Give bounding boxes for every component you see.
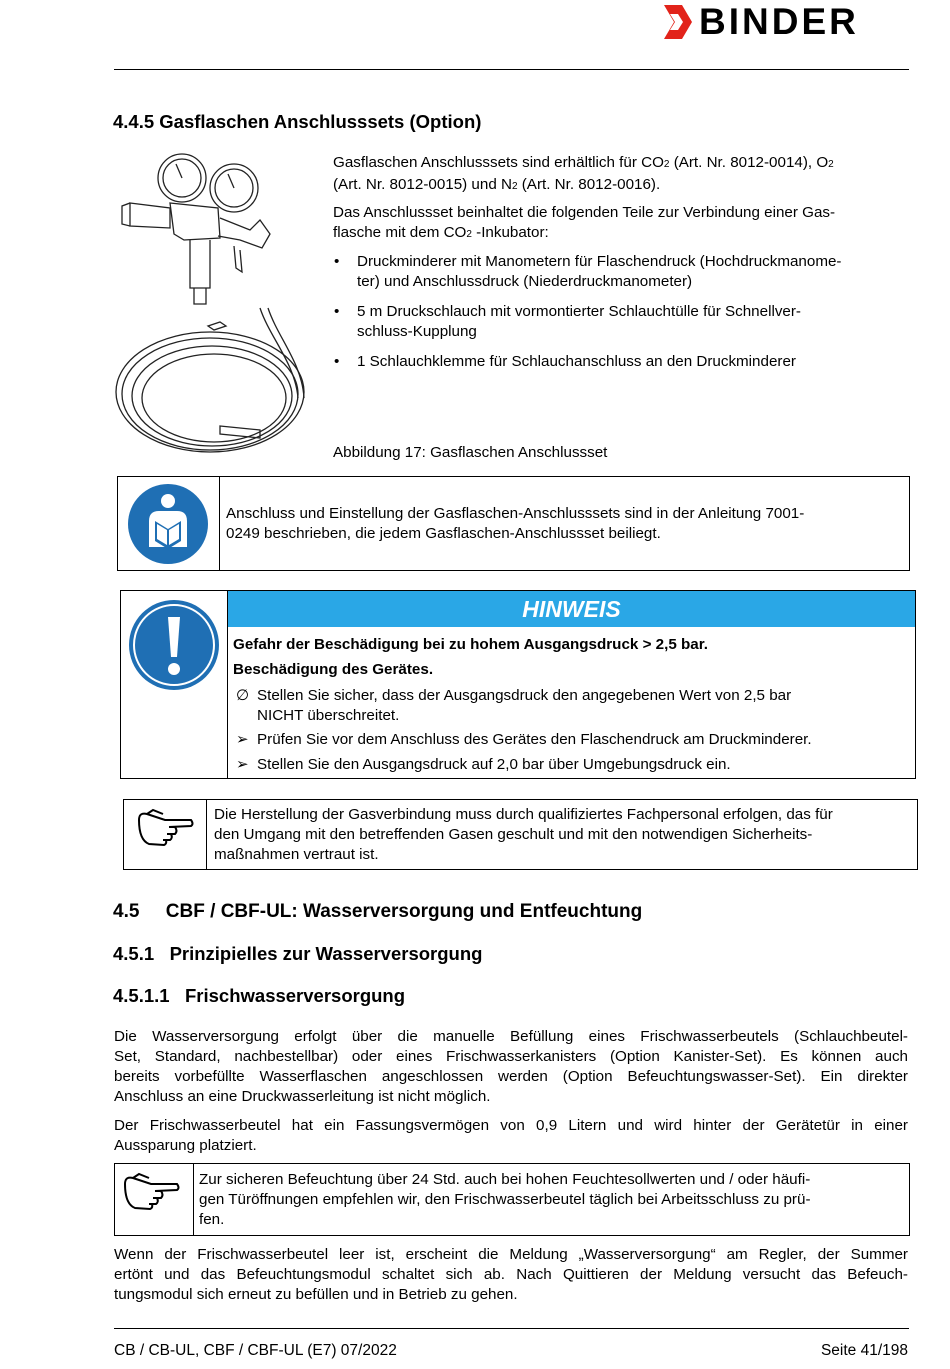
paragraph-line: Set, Standard, nachbestellbar) oder eines Frischwasserkanisters (Option Kanister-Set). Es können auch bbox=[114, 1048, 908, 1065]
bullet-icon: • bbox=[334, 253, 340, 270]
section-heading-445: 4.4.5 Gasflaschen Anschlusssets (Option) bbox=[113, 111, 482, 132]
intro-text-2: (Art. Nr. 8012-0014), O bbox=[669, 154, 829, 171]
figure-caption: Abbildung 17: Gasflaschen Anschlussset bbox=[333, 444, 608, 461]
hinweis-item-text: NICHT überschreitet. bbox=[257, 707, 400, 724]
subscript: 2 bbox=[663, 159, 670, 170]
paragraph-empty-bag bbox=[114, 1245, 908, 1305]
hinweis-title: HINWEIS bbox=[228, 591, 915, 627]
list-item-text: 5 m Druckschlauch mit vormontierter Schlauchtülle für Schnellver- bbox=[357, 303, 801, 320]
hinweis-item-text: Stellen Sie sicher, dass der Ausgangsdruck den angegebenen Wert von 2,5 bar bbox=[257, 687, 792, 704]
subscript: 2 bbox=[511, 181, 518, 192]
note-text bbox=[214, 805, 914, 865]
list-item bbox=[333, 352, 903, 372]
note-icon-cell bbox=[115, 1164, 194, 1235]
note-text-line: Zur sicheren Befeuchtung über 24 Std. auch bei hohen Feuchtesollwerten und / oder häufi- bbox=[199, 1171, 811, 1188]
note-text-line: gen Türöffnungen empfehlen wir, den Frischwasserbeutel täglich bei Arbeitsschluss zu prü- bbox=[199, 1191, 811, 1208]
subscript: 2 bbox=[466, 229, 472, 240]
info-box bbox=[117, 476, 910, 571]
brand-name: BINDER bbox=[699, 1, 859, 42]
note-text-line: maßnahmen vertraut ist. bbox=[214, 846, 379, 863]
prohibition-icon: ∅ bbox=[236, 687, 250, 704]
footer-rule bbox=[114, 1328, 909, 1329]
binder-logo bbox=[664, 1, 914, 42]
paragraph-water-supply bbox=[114, 1027, 908, 1107]
list-item bbox=[333, 302, 903, 342]
paragraph-line: Der Frischwasserbeutel hat ein Fassungsvermögen von 0,9 Litern und wird hinter der Gerätetür in einer bbox=[114, 1117, 908, 1134]
intro-text-4: (Art. Nr. 8012-0016). bbox=[517, 176, 661, 193]
note-text-line: den Umgang mit den betreffenden Gasen geschult und mit den notwendigen Sicherheits- bbox=[214, 826, 813, 843]
mandatory-exclamation-icon bbox=[128, 599, 220, 691]
bullet-icon: • bbox=[334, 353, 340, 370]
list-item bbox=[333, 252, 903, 292]
hinweis-item bbox=[233, 730, 913, 750]
section-heading-4511: 4.5.1.1 Frischwasserversorgung bbox=[113, 985, 406, 1006]
section-heading-451: 4.5.1 Prinzipielles zur Wasserversorgung bbox=[113, 943, 483, 964]
footer-document-id: CB / CB-UL, CBF / CBF-UL (E7) 07/2022 bbox=[114, 1342, 397, 1359]
note-box bbox=[123, 799, 918, 870]
hinweis-box bbox=[120, 590, 916, 779]
intro-paragraph bbox=[333, 153, 903, 197]
list-item-text: ter) und Anschlussdruck (Niederdruckmanometer) bbox=[357, 273, 693, 290]
hinweis-item bbox=[233, 686, 913, 726]
note-text bbox=[199, 1170, 899, 1230]
paragraph-line: ertönt und das Befeuchtungsmodul schaltet sich ab. Nach Quittieren der Meldung versucht das Befeuch- bbox=[114, 1266, 908, 1283]
hinweis-consequence: Beschädigung des Gerätes. bbox=[233, 661, 434, 678]
note-text-line: fen. bbox=[199, 1211, 225, 1228]
pointing-hand-icon bbox=[121, 1172, 181, 1212]
paragraph-water-bag bbox=[114, 1116, 908, 1156]
hinweis-item-text: Stellen Sie den Ausgangsdruck auf 2,0 bar über Umgebungsdruck ein. bbox=[257, 756, 731, 773]
info-box-text bbox=[226, 504, 906, 544]
note-text-line: Die Herstellung der Gasverbindung muss durch qualifiziertes Fachpersonal erfolgen, das für bbox=[214, 806, 833, 823]
intro-text-1: Gasflaschen Anschlusssets sind erhältlich für CO bbox=[333, 154, 664, 171]
parts-list bbox=[333, 252, 903, 382]
read-manual-icon bbox=[127, 483, 209, 565]
paragraph-line: Anschluss an eine Druckwasserleitung ist nicht möglich. bbox=[114, 1088, 491, 1105]
hinweis-danger: Gefahr der Beschädigung bei zu hohem Ausgangsdruck > 2,5 bar. bbox=[233, 636, 709, 653]
note-icon-cell bbox=[124, 800, 207, 869]
list-item-text: 1 Schlauchklemme für Schlauchanschluss an den Druckminderer bbox=[357, 353, 796, 370]
list-item-text: schluss-Kupplung bbox=[357, 323, 477, 340]
binder-logo-icon bbox=[664, 5, 694, 39]
hinweis-icon-cell bbox=[121, 591, 228, 778]
bullet-icon: • bbox=[334, 303, 340, 320]
info-text-1: Anschluss und Einstellung der Gasflaschen-Anschlusssets sind in der Anleitung 7001- bbox=[226, 505, 805, 522]
subscript: 2 bbox=[828, 159, 834, 170]
section-heading-45: 4.5 CBF / CBF-UL: Wasserversorgung und Entfeuchtung bbox=[113, 901, 643, 922]
pointing-hand-icon bbox=[135, 808, 195, 848]
parts-paragraph bbox=[333, 203, 903, 245]
paragraph-line: bereits vorbefüllte Wasserflaschen angeschlossen werden (Option Befeuchtungswasser-Set). Ein direkter bbox=[114, 1068, 908, 1085]
hinweis-item-text: Prüfen Sie vor dem Anschluss des Gerätes den Flaschendruck am Druckminderer. bbox=[257, 731, 812, 748]
paragraph-line: tungsmodul sich erneut zu befüllen und in Betrieb zu gehen. bbox=[114, 1286, 518, 1303]
info-box-icon-cell bbox=[118, 477, 220, 570]
header-rule bbox=[114, 69, 909, 70]
gas-connection-set-illustration bbox=[110, 148, 320, 470]
hinweis-item bbox=[233, 755, 913, 775]
paragraph-line: Aussparung platziert. bbox=[114, 1137, 257, 1154]
footer-page-number: Seite 41/198 bbox=[820, 1342, 908, 1359]
parts-text-1: Das Anschlussset beinhaltet die folgenden Teile zur Verbindung einer Gas- bbox=[333, 204, 836, 221]
arrow-bullet-icon: ➢ bbox=[236, 731, 249, 748]
arrow-bullet-icon: ➢ bbox=[236, 756, 249, 773]
paragraph-line: Die Wasserversorgung erfolgt über die manuelle Befüllung eines Frischwasserbeutels (Schlauchbeutel- bbox=[114, 1028, 908, 1045]
intro-text-3: (Art. Nr. 8012-0015) und N bbox=[333, 176, 512, 193]
list-item-text: Druckminderer mit Manometern für Flaschendruck (Hochdruckmanome- bbox=[357, 253, 842, 270]
paragraph-line: Wenn der Frischwasserbeutel leer ist, erscheint die Meldung „Wasserversorgung“ am Regler, der Summer bbox=[114, 1246, 908, 1263]
info-text-2: 0249 beschrieben, die jedem Gasflaschen-Anschlussset beiliegt. bbox=[226, 525, 661, 542]
parts-text-3: -Inkubator: bbox=[471, 224, 549, 241]
note-box bbox=[114, 1163, 910, 1236]
parts-text-2: flasche mit dem CO bbox=[333, 224, 467, 241]
